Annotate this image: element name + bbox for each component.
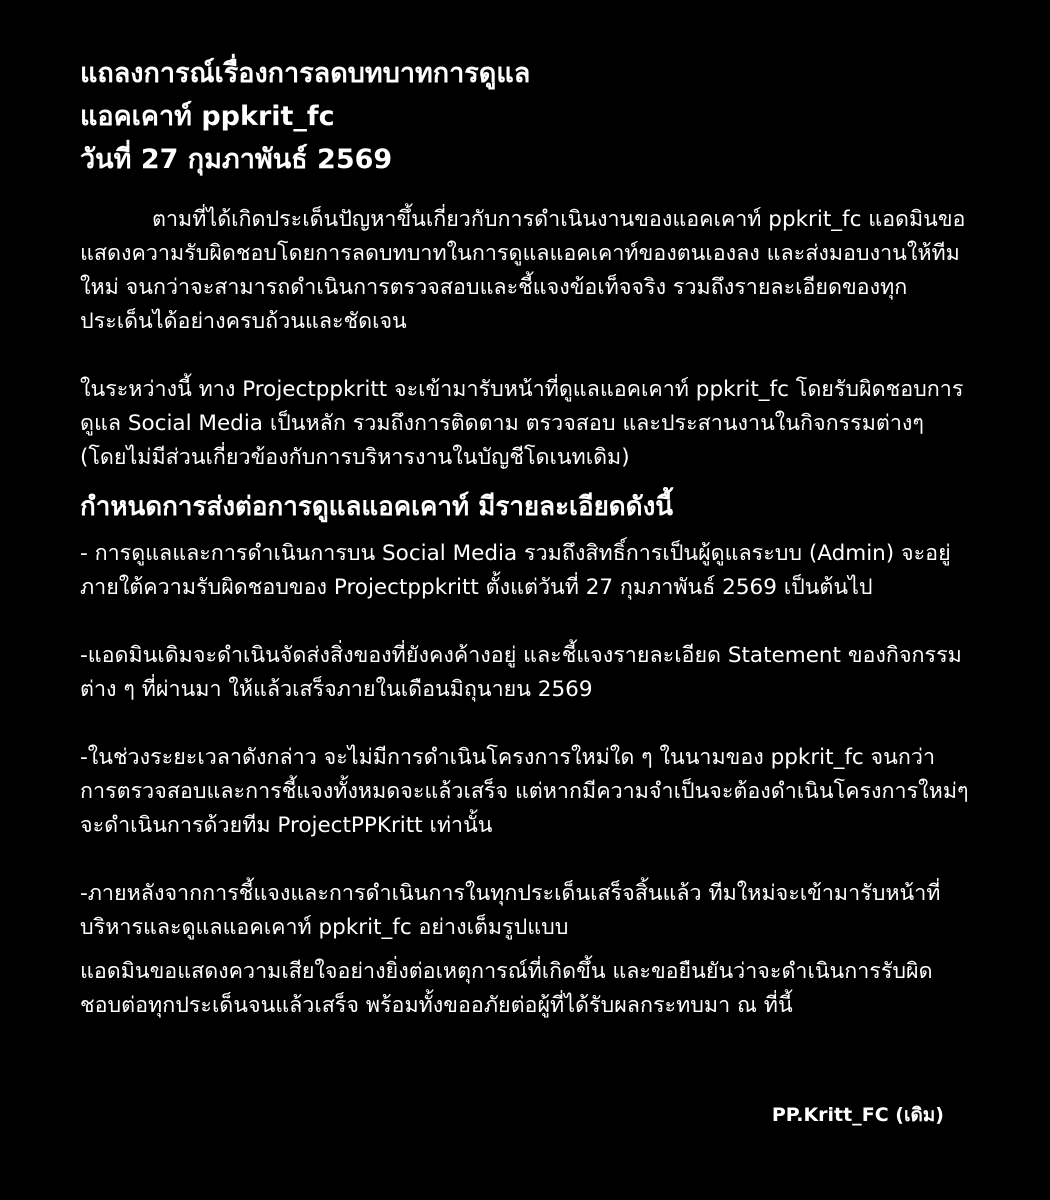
closing-paragraph: แอดมินขอแสดงความเสียใจอย่างยิ่งต่อเหตุการณ์ที่เกิดขึ้น และขอยืนยันว่าจะดำเนินการรับผิดชอบต่อทุกประเด็นจนแล้วเสร็จ พร้อมทั้งขออภัยต่อผู้ที่ได้รับผลกระทบมา ณ ที่นี้ bbox=[80, 959, 933, 1018]
signature: PP.Kritt_FC (เดิม) bbox=[771, 1104, 944, 1126]
statement-title bbox=[80, 52, 970, 181]
handover-item-3: -ในช่วงระยะเวลาดังกล่าว จะไม่มีการดำเนินโครงการใหม่ใด ๆ ในนามของ ppkrit_fc จนกว่าการตรวจสอบและการชี้แจงทั้งหมดจะแล้วเสร็จ แต่หากมีความจำเป็นจะต้องดำเนินโครงการใหม่ๆ จะดำเนินการด้วยทีม ProjectPPKritt เท่านั้น bbox=[80, 745, 969, 838]
handover-item-4: -ภายหลังจากการชี้แจงและการดำเนินการในทุกประเด็นเสร็จสิ้นแล้ว ทีมใหม่จะเข้ามารับหน้าที่บริหารและดูแลแอคเคาท์ ppkrit_fc อย่างเต็มรูปแบบ bbox=[80, 881, 941, 940]
handover-heading: กำหนดการส่งต่อการดูแลแอคเคาท์ มีรายละเอียดดังนี้ bbox=[80, 492, 674, 522]
intro-paragraph-2: ในระหว่างนี้ ทาง Projectppkritt จะเข้ามารับหน้าที่ดูแลแอคเคาท์ ppkrit_fc โดยรับผิดชอบการดูแล Social Media เป็นหลัก รวมถึงการติดตาม ตรวจสอบ และประสานงานในกิจกรรมต่างๆ (โดยไม่มีส่วนเกี่ยวข้องกับการบริหารงานในบัญชีโดเนทเดิม) bbox=[80, 377, 964, 470]
title-date: วันที่ 27 กุมภาพันธ์ 2569 bbox=[80, 144, 393, 175]
title-line-2: แอคเคาท์ ppkrit_fc bbox=[80, 101, 335, 132]
title-line-1: แถลงการณ์เรื่องการลดบทบาทการดูแล bbox=[80, 58, 531, 89]
handover-item-1: - การดูแลและการดำเนินการบน Social Media รวมถึงสิทธิ์การเป็นผู้ดูแลระบบ (Admin) จะอยู่ภายใต้ความรับผิดชอบของ Projectppkritt ตั้งแต่วันที่ 27 กุมภาพันธ์ 2569 เป็นต้นไป bbox=[80, 541, 951, 600]
intro-paragraph-1: ตามที่ได้เกิดประเด็นปัญหาขึ้นเกี่ยวกับการดำเนินงานของแอคเคาท์ ppkrit_fc แอดมินขอแสดงความรับผิดชอบโดยการลดบทบาทในการดูแลแอคเคาท์ของตนเองลง และส่งมอบงานให้ทีมใหม่ จนกว่าจะสามารถดำเนินการตรวจสอบและชี้แจงข้อเท็จจริง รวมถึงรายละเอียดของทุกประเด็นได้อย่างครบถ้วนและชัดเจน bbox=[80, 207, 966, 334]
handover-item-2: -แอดมินเดิมจะดำเนินจัดส่งสิ่งของที่ยังคงค้างอยู่ และชี้แจงรายละเอียด Statement ของกิจกรรมต่าง ๆ ที่ผ่านมา ให้แล้วเสร็จภายในเดือนมิถุนายน 2569 bbox=[80, 643, 962, 702]
